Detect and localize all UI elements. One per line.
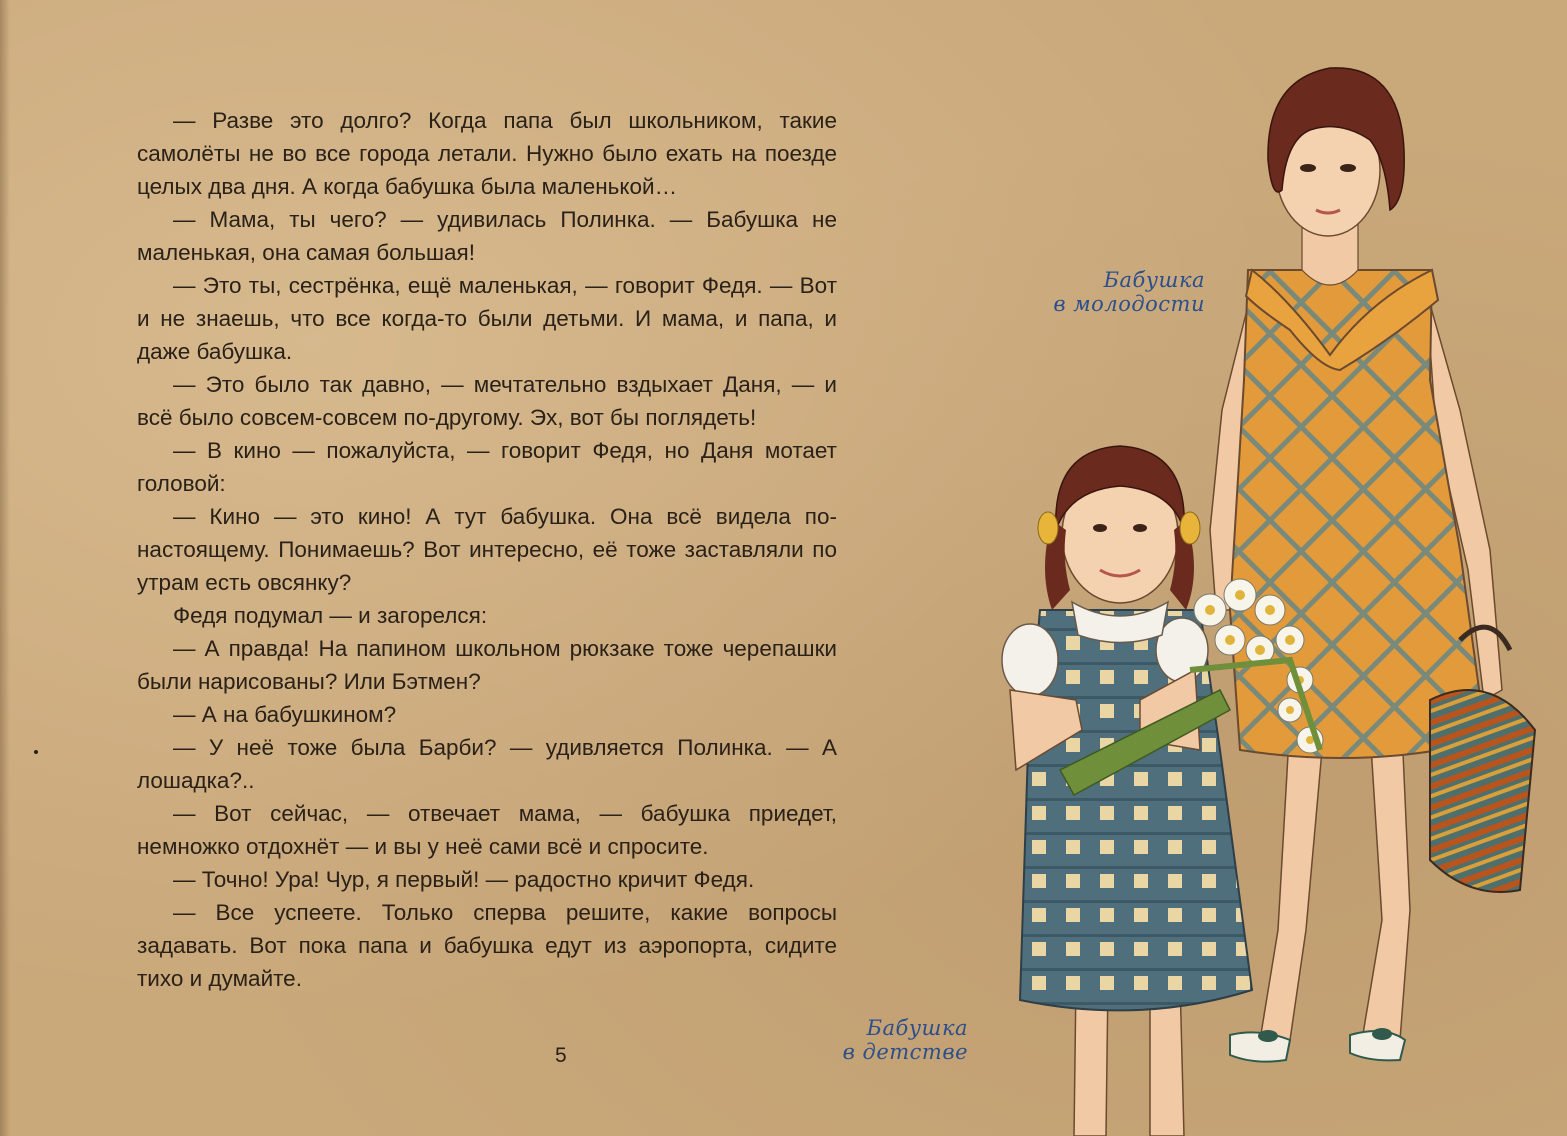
paragraph: — А на бабушкином? xyxy=(173,702,397,727)
story-text xyxy=(137,104,837,995)
paragraph: — Кино — это кино! А тут бабушка. Она всё видела по-настоящему. Понимаешь? Вот интересно, её тоже заставляли по утрам есть овсянку? xyxy=(137,504,837,595)
paragraph: — В кино — пожалуйста, — говорит Федя, но Даня мотает головой: xyxy=(137,438,837,496)
caption-grandma-child xyxy=(820,1016,968,1064)
paragraph: — Разве это долго? Когда папа был школьником, такие самолёты не во все города летали. Нужно было ехать на поезде целых два дня. А когда бабушка была маленькой… xyxy=(137,108,837,199)
caption-grandma-young xyxy=(1040,268,1205,316)
caption-line: в детстве xyxy=(842,1040,968,1064)
paragraph: Федя подумал — и загорелся: xyxy=(173,603,488,628)
caption-line: Бабушка xyxy=(1103,268,1205,292)
caption-line: в молодости xyxy=(1053,292,1205,316)
page-number: 5 xyxy=(555,1044,567,1067)
ink-speck xyxy=(34,750,38,754)
page-edge-shadow xyxy=(0,0,10,1136)
paragraph: — Мама, ты чего? — удивилась Полинка. — Бабушка не маленькая, она самая большая! xyxy=(137,207,837,265)
paragraph: — Это было так давно, — мечтательно вздыхает Даня, — и всё было совсем-совсем по-другому. Эх, вот бы поглядеть! xyxy=(137,372,837,430)
caption-line: Бабушка xyxy=(866,1016,968,1040)
paragraph: — Вот сейчас, — отвечает мама, — бабушка приедет, немножко отдохнёт — и вы у неё сами всё и спросите. xyxy=(137,801,837,859)
woman-and-girl-illustration xyxy=(990,50,1550,1136)
paragraph: — У неё тоже была Барби? — удивляется Полинка. — А лошадка?.. xyxy=(137,735,837,793)
paragraph: — Точно! Ура! Чур, я первый! — радостно кричит Федя. xyxy=(173,867,755,892)
paragraph: — Это ты, сестрёнка, ещё маленькая, — говорит Федя. — Вот и не знаешь, что все когда-то были детьми. И мама, и папа, и даже бабушка. xyxy=(137,273,837,364)
paragraph: — Все успеете. Только сперва решите, какие вопросы задавать. Вот пока папа и бабушка едут из аэропорта, сидите тихо и думайте. xyxy=(137,900,837,991)
woman-figure xyxy=(1210,68,1535,1062)
paragraph: — А правда! На папином школьном рюкзаке тоже черепашки были нарисованы? Или Бэтмен? xyxy=(137,636,837,694)
